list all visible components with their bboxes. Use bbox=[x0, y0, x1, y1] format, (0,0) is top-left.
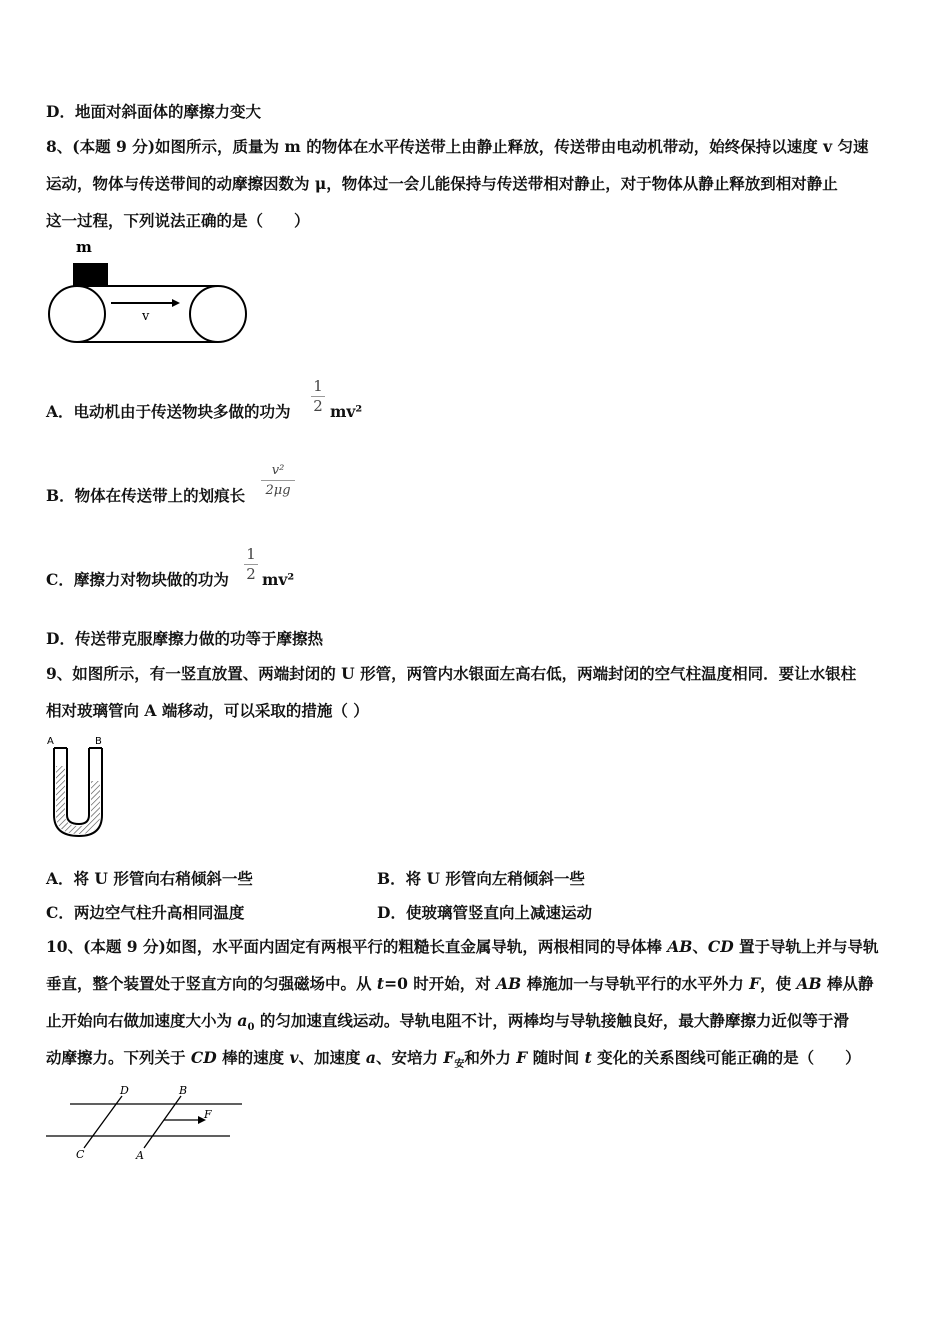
mass-label: m bbox=[76, 238, 92, 256]
fraction-numerator: 1 bbox=[246, 545, 256, 563]
subscript: 0 bbox=[247, 1022, 255, 1034]
rod-ab-label: AB bbox=[496, 974, 522, 993]
q9-option-c: C．两边空气柱升高相同温度 bbox=[46, 903, 245, 922]
right-pulley bbox=[190, 286, 246, 342]
text-segment: 随时间 bbox=[527, 1048, 585, 1067]
fraction-denominator: 2μg bbox=[265, 483, 291, 498]
fraction-denominator: 2 bbox=[313, 397, 323, 415]
rails-figure bbox=[44, 1082, 246, 1164]
q8-option-b: B．物体在传送带上的划痕长 bbox=[46, 486, 246, 505]
text-segment: 动摩擦力。下列关于 bbox=[46, 1048, 191, 1067]
q10-stem-line2 bbox=[46, 973, 874, 995]
velocity-label: v bbox=[142, 309, 150, 324]
conveyor-belt-figure bbox=[44, 236, 254, 348]
q9-stem-line2: 相对玻璃管向 A 端移动，可以采取的措施（ ） bbox=[46, 701, 369, 720]
prev-option-d: D．地面对斜面体的摩擦力变大 bbox=[46, 102, 261, 121]
q8-option-b-fraction bbox=[261, 462, 295, 499]
acceleration-symbol: a bbox=[237, 1011, 248, 1030]
text-segment: 棒从静 bbox=[821, 974, 874, 993]
q10-stem-line1 bbox=[46, 936, 879, 958]
text-segment: 和外力 bbox=[464, 1048, 517, 1067]
label-d: D bbox=[120, 1084, 129, 1097]
text-segment: 止开始向右做加速度大小为 bbox=[46, 1011, 238, 1030]
text-segment: 垂直，整个装置处于竖直方向的匀强磁场中。从 bbox=[46, 974, 377, 993]
q8-option-a-tail: mv² bbox=[330, 402, 363, 421]
q9-stem-line1: 9、如图所示，有一竖直放置、两端封闭的 U 形管，两管内水银面左高右低，两端封闭的空气柱温度相同．要让水银柱 bbox=[46, 664, 857, 683]
q8-option-a-text: A．电动机由于传送物块多做的功为 bbox=[46, 402, 291, 421]
time-symbol: t bbox=[376, 974, 385, 993]
q9-option-a: A．将 U 形管向右稍倾斜一些 bbox=[46, 869, 253, 888]
velocity-symbol: v bbox=[289, 1048, 299, 1067]
label-c: C bbox=[76, 1148, 85, 1161]
force-symbol: F bbox=[749, 974, 761, 993]
text-segment: 棒施加一与导轨平行的水平外力 bbox=[521, 974, 750, 993]
q9-option-b: B．将 U 形管向左稍倾斜一些 bbox=[377, 869, 585, 888]
fraction-denominator: 2 bbox=[246, 565, 256, 583]
label-a: A bbox=[136, 1149, 144, 1162]
tube-inner-wall bbox=[67, 748, 89, 824]
q8-option-c-tail: mv² bbox=[262, 570, 295, 589]
text-segment: ，使 bbox=[760, 974, 797, 993]
text-segment: =0 时开始，对 bbox=[384, 974, 497, 993]
label-f: F bbox=[204, 1108, 212, 1121]
q8-option-c: C．摩擦力对物块做的功为 bbox=[46, 570, 229, 589]
left-pulley bbox=[49, 286, 105, 342]
fraction-numerator: v² bbox=[271, 463, 285, 478]
velocity-arrowhead bbox=[172, 299, 180, 307]
q8-option-a bbox=[46, 401, 291, 423]
text-segment: 10、(本题 9 分)如图，水平面内固定有两根平行的粗糙长直金属导轨，两根相同的导体棒 bbox=[46, 937, 668, 956]
q8-stem-line3: 这一过程，下列说法正确的是（ ） bbox=[46, 211, 310, 230]
mass-block bbox=[73, 263, 108, 286]
time-symbol: t bbox=[584, 1048, 592, 1067]
text-segment: 变化的关系图线可能正确的是（ ） bbox=[591, 1048, 861, 1067]
rod-ab-label: AB bbox=[796, 974, 822, 993]
end-a-label: A bbox=[47, 736, 54, 747]
force-symbol: F bbox=[516, 1048, 528, 1067]
text-segment: 、加速度 bbox=[298, 1048, 366, 1067]
rod-cd-label: CD bbox=[190, 1048, 217, 1067]
text-segment: 置于导轨上并与导轨 bbox=[733, 937, 879, 956]
text-segment: 、 bbox=[692, 937, 708, 956]
text-segment: 、安培力 bbox=[375, 1048, 444, 1067]
text-segment: 棒的速度 bbox=[216, 1048, 290, 1067]
subscript: 安 bbox=[454, 1059, 465, 1071]
force-symbol: F bbox=[443, 1048, 455, 1067]
q9-option-d: D．使玻璃管竖直向上减速运动 bbox=[377, 903, 592, 922]
u-tube-figure bbox=[44, 733, 116, 841]
q8-option-a-fraction bbox=[311, 378, 325, 415]
q8-stem-line1: 8、(本题 9 分)如图所示，质量为 m 的物体在水平传送带上由静止释放，传送带由电动机带动，始终保持以速度 v 匀速 bbox=[46, 137, 869, 156]
acceleration-symbol: a bbox=[365, 1048, 376, 1067]
text-segment: 的匀加速直线运动。导轨电阻不计，两棒均与导轨接触良好，最大静摩擦力近似等于滑 bbox=[254, 1011, 849, 1030]
q8-option-c-fraction bbox=[244, 546, 258, 583]
q8-option-d: D．传送带克服摩擦力做的功等于摩擦热 bbox=[46, 629, 323, 648]
q8-stem-line2: 运动，物体与传送带间的动摩擦因数为 μ，物体过一会儿能保持与传送带相对静止，对于物体从静止释放到相对静止 bbox=[46, 174, 838, 193]
label-b: B bbox=[179, 1084, 188, 1097]
fraction-numerator: 1 bbox=[313, 377, 323, 395]
q10-stem-line4 bbox=[46, 1047, 861, 1076]
rod-ab-label: AB bbox=[667, 937, 693, 956]
end-b-label: B bbox=[95, 736, 102, 747]
rod-cd-label: CD bbox=[707, 937, 734, 956]
q10-stem-line3 bbox=[46, 1010, 849, 1039]
